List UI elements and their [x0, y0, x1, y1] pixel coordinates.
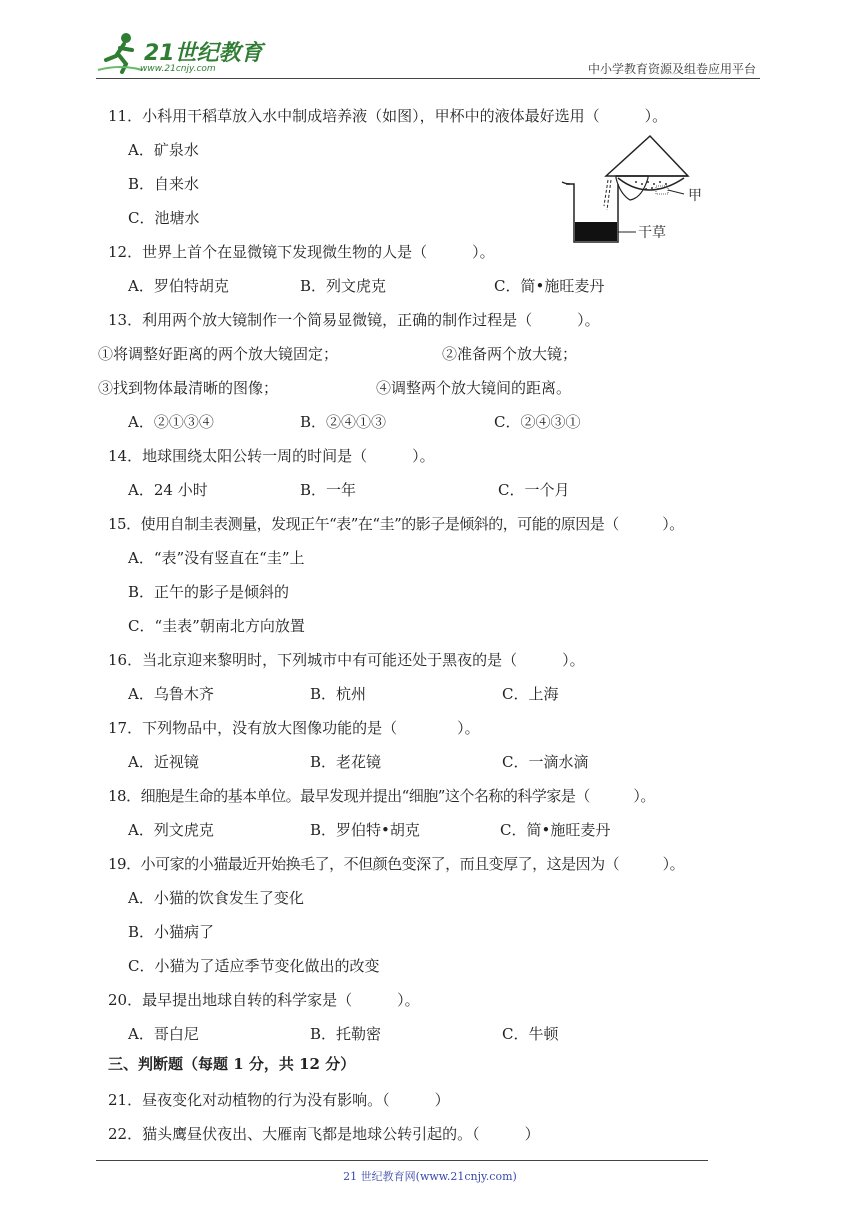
q19-option-a: A．小猫的饮食发生了变化	[128, 889, 304, 907]
q19-option-b: B．小猫病了	[128, 923, 215, 941]
logo	[96, 30, 266, 78]
runner-logo-icon	[96, 30, 144, 74]
question-17: 17．下列物品中，没有放大图像功能的是（ ）。	[108, 719, 480, 737]
logo-url: www.21cnjy.com	[140, 64, 216, 74]
footer-text: 21 世纪教育网(www.21cnjy.com)	[343, 1170, 517, 1183]
question-22: 22．猫头鹰昼伏夜出、大雁南飞都是地球公转引起的。（ ）	[108, 1125, 540, 1143]
header-divider	[96, 78, 760, 79]
question-21: 21．昼夜变化对动植物的行为没有影响。（ ）	[108, 1091, 450, 1109]
q13-step-4: ④调整两个放大镜间的距离。	[376, 379, 572, 397]
beaker-funnel-diagram	[556, 132, 716, 248]
q13-option-a: A．②①③④	[128, 413, 214, 431]
q20-option-a: A．哥白尼	[128, 1025, 199, 1043]
q13-step-3: ③找到物体最清晰的图像；	[98, 379, 279, 397]
label-jia: 甲	[688, 188, 702, 204]
q18-option-a: A．列文虎克	[128, 821, 214, 839]
q12-option-b: B．列文虎克	[300, 277, 387, 295]
q16-option-a: A．乌鲁木齐	[128, 685, 214, 703]
q16-option-b: B．杭州	[310, 685, 367, 703]
q20-option-c: C．牛顿	[502, 1025, 559, 1043]
page-header	[96, 30, 756, 78]
question-11: 11．小科用干稻草放入水中制成培养液（如图），甲杯中的液体最好选用（ ）。	[108, 107, 668, 125]
logo-text: 21世纪教育	[144, 41, 263, 66]
q14-option-a: A．24 小时	[128, 481, 208, 499]
question-20: 20．最早提出地球自转的科学家是（ ）。	[108, 991, 420, 1009]
question-13: 13．利用两个放大镜制作一个简易显微镜，正确的制作过程是（ ）。	[108, 311, 600, 329]
q15-option-a: A．“表”没有竖直在“圭”上	[128, 549, 305, 567]
q14-option-c: C．一个月	[498, 481, 570, 499]
q17-option-b: B．老花镜	[310, 753, 382, 771]
q14-option-b: B．一年	[300, 481, 357, 499]
q19-option-c: C．小猫为了适应季节变化做出的改变	[128, 957, 380, 975]
footer-divider	[96, 1160, 708, 1161]
q17-option-c: C．一滴水滴	[502, 753, 589, 771]
question-18: 18．细胞是生命的基本单位。最早发现并提出“细胞”这个名称的科学家是（ ）。	[108, 787, 655, 805]
question-14: 14．地球围绕太阳公转一周的时间是（ ）。	[108, 447, 435, 465]
section-3-title: 三、判断题（每题 1 分，共 12 分）	[108, 1055, 356, 1073]
q11-option-a: A．矿泉水	[128, 141, 199, 159]
question-19: 19．小可家的小猫最近开始换毛了，不但颜色变深了，而且变厚了，这是因为（ ）。	[108, 855, 685, 873]
q12-option-a: A．罗伯特胡克	[128, 277, 229, 295]
question-15: 15．使用自制圭表测量，发现正午“表”在“圭”的影子是倾斜的，可能的原因是（ ）。	[108, 515, 684, 533]
q13-option-c: C．②④③①	[494, 413, 581, 431]
q15-option-b: B．正午的影子是倾斜的	[128, 583, 290, 601]
q15-option-c: C．“圭表”朝南北方向放置	[128, 617, 305, 635]
q13-step-1: ①将调整好距离的两个放大镜固定；	[98, 345, 339, 363]
q18-option-c: C．简•施旺麦丹	[500, 821, 611, 839]
question-16: 16．当北京迎来黎明时，下列城市中有可能还处于黑夜的是（ ）。	[108, 651, 585, 669]
q11-option-b: B．自来水	[128, 175, 200, 193]
q16-option-c: C．上海	[502, 685, 559, 703]
platform-title: 中小学教育资源及组卷应用平台	[587, 62, 756, 76]
label-gancao: 干草	[638, 225, 666, 241]
q13-step-2: ②准备两个放大镜；	[442, 345, 578, 363]
q20-option-b: B．托勒密	[310, 1025, 382, 1043]
q11-option-c: C．池塘水	[128, 209, 200, 227]
q17-option-a: A．近视镜	[128, 753, 199, 771]
q12-option-c: C．简•施旺麦丹	[494, 277, 605, 295]
q18-option-b: B．罗伯特•胡克	[310, 821, 420, 839]
question-12: 12．世界上首个在显微镜下发现微生物的人是（ ）。	[108, 243, 495, 261]
culture-figure	[556, 132, 716, 248]
q13-option-b: B．②④①③	[300, 413, 387, 431]
